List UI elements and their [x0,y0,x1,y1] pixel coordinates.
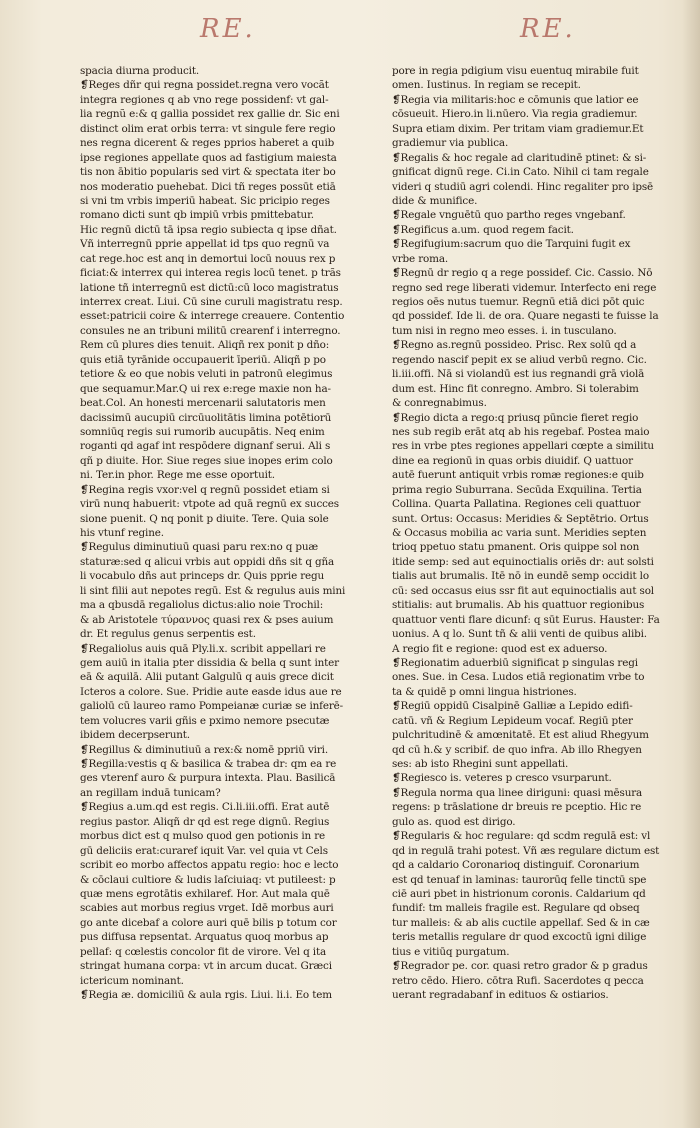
text-line: lia regnũ e:& q gallia possidet rex gallie dr. Sic eni [80,108,340,121]
text-line: somniūq regis sui rumorib aucupātis. Neq enim [80,425,325,438]
text-line: stringat humana corpa: vt in arcum ducat. Græci [80,960,332,973]
text-line: vrbe roma. [392,252,449,265]
text-line: Rem cū plures dies tenuit. Aliqñ rex ponit p dño: [80,339,330,352]
text-line: dum est. Hinc fit conregno. Ambro. Si tolerabim [392,382,639,395]
text-line: sunt. Ortus: Occasus: Meridies & Septētrio. Ortus [392,512,649,525]
text-line: ❡Regionatim aduerbiū significat p singulas regi [392,656,638,669]
text-line: ❡Regularis & hoc regulare: qd scdm regulā est: vl [392,830,651,843]
text-line: interrex creat. Liui. Cū sine curuli magistratu resp. [80,296,343,308]
text-line: omen. Iustinus. In regiam se recepit. [392,79,581,92]
text-line: videri q studiū agri colendi. Hinc regaliter pro ipsē [392,180,654,193]
text-line: prima regio Suburrana. Secūda Exquilina. Tertia [392,483,642,496]
text-line: quæ mens egrotātis exhilaref. Hor. Aut mala quē [80,887,330,900]
text-line: tem volucres varii gñis e pximo nemore psecutæ [80,714,330,727]
text-line: ❡Regia via militaris:hoc e cōmunis que latior ee [392,93,639,106]
text-line: regno sed rege liberati videmur. Interfecto eni rege [392,281,657,294]
text-line: ❡Regaliolus auis quā Ply.li.x. scribit appellari re [80,642,326,655]
text-line: ❡Regalis & hoc regale ad claritudinē ptinet: & si- [392,151,647,164]
text-line: dide & munifice. [392,194,478,207]
text-line: & ab Aristotele τύραννος quasi rex & pses auium [80,613,334,626]
text-line: li sint filii aut nepotes regū. Est & regulus auis mini [80,584,346,597]
text-line: go ante dicebaf a colore auri quē bilis p totum cor [80,916,337,929]
text-line: ni. Ter.in phor. Rege me esse oportuit. [80,469,275,482]
text-line: pulchritudinē & amœnitatē. Et est aliud Rhegyum [392,729,649,742]
text-line: gradiemur via publica. [392,137,509,150]
text-line: esset:patricii coire & interrege creauere. Contentio [80,310,345,323]
text-line: fundif: tm malleis fragile est. Regulare qd obseq [392,902,640,915]
text-line: gem auiū in italia pter dissidia & bella q sunt inter [80,656,340,669]
text-line: pellaf: q cœlestis concolor fit de virore. Vel q ita [80,945,327,958]
text-line: virū nunq habuerit: vtpote ad quā regnū ex succes [80,498,339,511]
right-column [392,64,674,1002]
running-head-left: RE. [200,14,256,44]
text-line: cū: sed occasus eius ssr fit aut equinoctialis aut sol [392,584,654,597]
text-line: nes regna dicerent & reges pprios haberet a quib [80,137,335,150]
text-line: que sequamur.Mar.Q ui rex e:rege maxie non ha- [80,382,331,395]
text-line: his vtunf regine. [80,527,164,539]
text-line: staturæ:sed q alicui vrbis aut oppidi dñs sit q gña [80,555,335,568]
text-line: qd possidef. Ide li. de ora. Quare negasti te fuisse la [392,310,659,323]
text-line: ma a qbusdā regaliolus dictus:alio noie Trochil: [80,599,324,612]
text-line: gulo as. quod est dirigo. [392,815,516,828]
text-line: ❡Regia æ. domiciliū & aula rgis. Liui. li.i. Eo tem [80,989,332,1001]
text-line: li vocabulo dñs aut princeps dr. Quis pprie regu [80,570,325,583]
text-line: gnificat dignū rege. Ci.in Cato. Nihil ci tam regale [392,166,649,179]
text-line: Icteros a colore. Sue. Pridie aute easde idus aue re [80,685,342,698]
text-line: distinct olim erat orbis terra: vt singule fere regio [80,122,336,135]
text-line: beat.Col. An honesti mercenarii salutatoris men [80,397,326,410]
text-line: ipse regiones appellate quos ad fastigium maiesta [80,151,337,164]
text-line: tialis aut brumalis. Itē nō in eundē semp occidit lo [392,570,649,583]
page-edge-shadow [682,0,700,1128]
text-line: regendo nascif pepit ex se aliud verbū regno. Cic. [392,353,647,366]
text-line: quis etiā tyrānide occupauerit īperiū. Aliqñ p po [80,353,326,366]
text-line: quattuor venti flare dicunf: q sūt Eurus. Hauster: Fa [392,613,660,626]
text-line: Collina. Quarta Pallatina. Regiones celi quattuor [392,498,641,511]
text-line: tius e vitiūq purgatum. [392,945,510,958]
text-line: ❡Regillus & diminutiuū a rex:& nomē ppriū viri. [80,743,329,756]
text-line: integra regiones q ab vno rege possidenf: vt gal- [80,93,329,106]
text-line: ❡Regulus diminutiuū quasi paru rex:no q puæ [80,541,319,554]
text-line: ciē auri pbet in histrionum coronis. Caldarium qd [392,887,646,900]
text-line: ❡Regifugium:sacrum quo die Tarquini fugit ex [392,238,631,251]
text-line: ❡Regula norma qua linee diriguni: quasi mēsura [392,786,643,799]
text-line: Vñ interregnū pprie appellat id tps quo regnū va [80,238,330,251]
text-line: ❡Regius a.um.qd est regis. Ci.li.iii.offi. Erat autē [80,801,330,814]
text-line: dr. Et regulus genus serpentis est. [80,628,256,641]
text-line: ❡Regina regis vxor:vel q regnū possidet etiam si [80,483,330,496]
text-line: ❡Regilla:vestis q & basilica & trabea dr: qm ea re [80,758,337,770]
text-line: teris metallis regulare dr quod excoctū igni dilige [392,931,647,944]
text-line: qñ p diuite. Hor. Siue reges siue inopes erim colo [80,454,333,467]
text-line: ❡Regrador pe. cor. quasi retro grador & p gradus [392,960,648,973]
text-line: ibidem decerpserunt. [80,729,190,742]
text-line: & cōclaui cultiore & ludis laſciuiaq: vt putileest: p [80,873,336,886]
text-line: morbus dict est q mulso quod gen potionis in re [80,830,326,843]
text-line: tur malleis: & ab alis cuctile appellaf. Sed & in cæ [392,916,650,929]
text-line: nos moderatio puehebat. Dici tñ reges possūt etiā [80,180,336,193]
text-line: uonius. A q lo. Sunt tñ & alii venti de quibus alibi. [392,628,647,641]
text-line: scabies aut morbus regius vrget. Idē morbus auri [80,902,334,915]
text-line: catū. vñ & Regium Lepideum vocaf. Regiū pter [392,714,633,727]
text-line: dine ea regionū in quas orbis diuidif. Q uattuor [392,454,633,467]
text-line: retro cēdo. Hiero. cōtra Rufi. Sacerdotes q pecca [392,974,644,987]
text-line: & conregnabimus. [392,397,487,410]
text-line: regios oēs nutus tuemur. Regnū etiā dici pōt quic [392,296,645,308]
text-line: an regillam induā tunicam? [80,786,221,799]
running-head-right: RE. [520,14,576,44]
text-line: galiolū cū laureo ramo Pompeianæ curiæ se inferē- [80,700,344,713]
text-line: ictericum nominant. [80,974,184,987]
text-line: li.iii.offi. Nā si violandū est ius regnandi grā violā [392,368,645,381]
text-line: ficiat:& interrex qui interea regis locū tenet. p trãs [80,267,341,280]
text-line: qd a caldario Coronarioq distinguif. Coronarium [392,859,640,872]
text-line: ta & quidē p omni lingua histriones. [392,685,577,698]
text-line: nes sub regib erāt atq ab his regebaf. Postea maio [392,425,650,438]
text-line: tetiore & eo que nobis veluti in patronū elegimus [80,368,333,381]
text-line: cat rege.hoc est anq in demortui locū nouus rex p [80,252,336,265]
text-line: consules ne an tribuni militū crearenf i interregno. [80,324,341,337]
text-line: ones. Sue. in Cesa. Ludos etiā regionatim vrbe to [392,671,645,684]
text-line: gū deliciis erat:curaref iquit Var. vel quia vt Cels [80,844,328,857]
text-line: ❡Regificus a.um. quod regem facit. [392,223,574,236]
left-column [80,64,362,1002]
text-line: ges vterenf auro & purpura intexta. Plau. Basilicā [80,772,336,785]
text-line: qd cū h.& y scribif. de quo infra. Ab illo Rhegyen [392,743,642,756]
text-line: uerant regradabanf in edituos & ostiarios. [392,989,609,1001]
text-line: stitialis: aut brumalis. Ab his quattuor regionibus [392,599,645,612]
text-line: autē fuerunt antiquit vrbis romæ regiones:e quib [392,469,644,482]
text-line: tum nisi in regno meo esses. i. in tusculano. [392,324,617,337]
text-line: dacissimū aucupiū circūuolitātis limina potētiorū [80,411,332,424]
text-line: regens: p trāslatione dr breuis re pceptio. Hic re [392,801,642,814]
text-line: res in vrbe ptes regiones appellari cœpte a similitu [392,440,654,453]
text-line: ❡Regnū dr regio q a rege possidef. Cic. Cassio. Nō [392,267,653,280]
text-line: pus diffusa repsentat. Arquatus quoq morbus ap [80,931,329,944]
text-line: A regio fit e regione: quod est ex aduerso. [392,642,608,655]
text-line: latione tñ interregnū est dictū:cū loco magistratus [80,281,339,294]
text-line: ❡Regiesco is. veteres p cresco vsurparunt. [392,772,612,785]
text-line: ses: ab isto Rhegini sunt appellati. [392,758,569,770]
text-line: ❡Reges dñr qui regna possidet.regna vero vocãt [80,79,329,92]
text-line: & Occasus mobilia ac varia sunt. Meridies septen [392,527,647,539]
text-line: trioq ppetuo statu pmanent. Oris quippe sol non [392,541,640,554]
text-line: itide semp: sed aut equinoctialis oriēs dr: aut solsti [392,555,654,568]
text-line: qd in regulā trahi potest. Vñ æs regulare dictum est [392,844,660,857]
text-line: si vni tm vrbis imperiū habeat. Sic pricipio reges [80,194,330,207]
text-line: est qd tenuaf in laminas: taurorūq felle tinctū spe [392,873,647,886]
text-line: roganti qd agaf int respōdere dignanf serui. Ali s [80,440,331,453]
text-line: romano dicti sunt qb impiū vrbis pmittebatur. [80,209,314,222]
text-line: sione puenit. Q nq ponit p diuite. Tere. Quia sole [80,512,329,525]
text-line: regius pastor. Aliqñ dr qd est rege dignū. Regius [80,815,330,828]
text-line: eā & aquilā. Alii putant Galgulū q auis grece dicit [80,671,334,684]
text-line: pore in regia pdigium visu euentuq mirabile fuit [392,65,639,77]
text-line: ❡Regiū oppidū Cisalpinē Galliæ a Lepido edifi- [392,700,633,713]
text-line: scribit eo morbo affectos appatu regio: hoc e lecto [80,859,339,872]
text-line: Supra etiam dixim. Per tritam viam gradiemur.Et [392,122,644,135]
text-line: spacia diurna producit. [80,65,200,77]
text-line: ❡Regno as.regnū possideo. Prisc. Rex solū qd a [392,339,637,352]
text-line: tis non ābitio popularis sed virt & spectata iter bo [80,166,336,179]
text-line: ❡Regale vnguētū quo partho reges vngebanf. [392,209,626,222]
text-line: Hic regnū dictū tā ipsa regio subiecta q ipse dñat. [80,223,337,236]
text-line: ❡Regio dicta a rego:q priusq pūncie fieret regio [392,411,639,424]
text-line: cōsueuit. Hiero.in li.nūero. Via regia gradiemur. [392,108,638,121]
